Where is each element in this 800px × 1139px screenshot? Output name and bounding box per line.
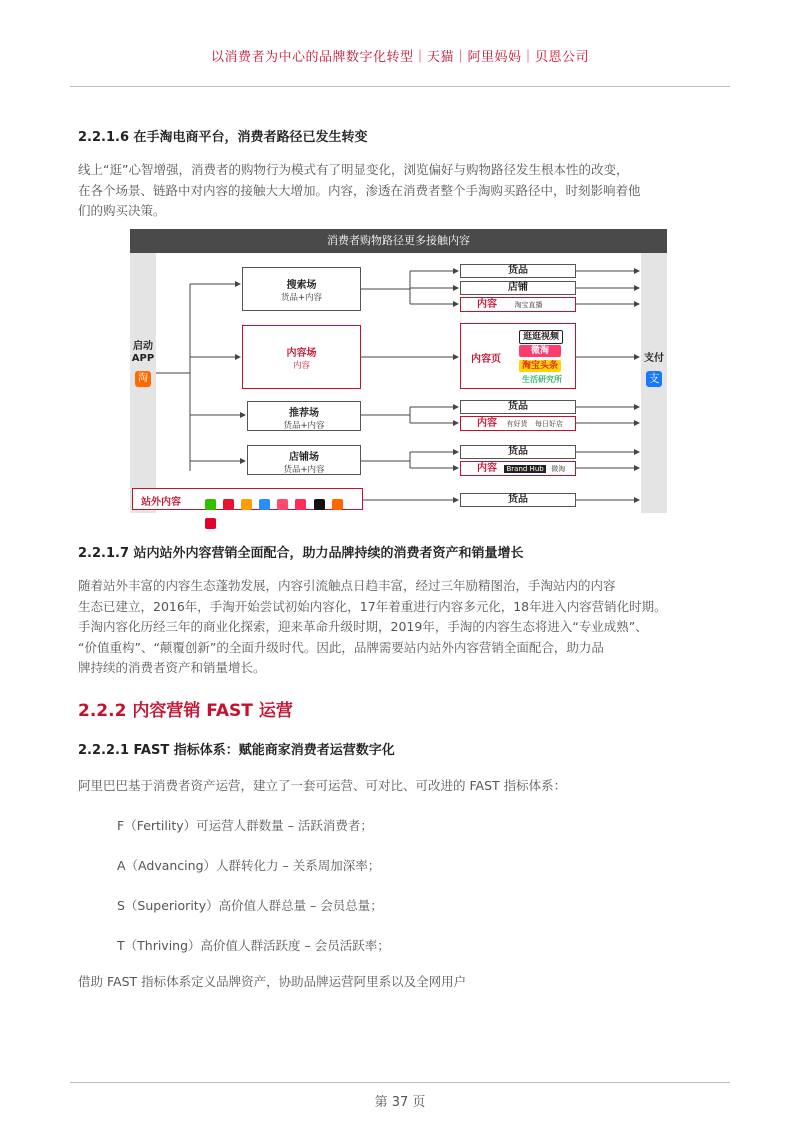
start-label: 启动 APP [131, 341, 155, 364]
page-number: 第 37 页 [374, 1095, 426, 1110]
search-content-box: 内容 淘宝直播 [460, 297, 576, 312]
store-scene-box: 店铺场 货品+内容 [247, 445, 361, 475]
offsite-content-box: 站外内容 [132, 488, 363, 510]
para-line: 牌持续的消费者资产和销量增长。 [78, 660, 266, 675]
fast-intro: 阿里巴巴基于消费者资产运营，建立了一套可运营、可对比、可改进的 FAST 指标体系： [78, 778, 567, 793]
weibo-icon [223, 499, 234, 510]
recommend-content-box: 内容 有好货 每日好店 [460, 416, 576, 431]
kuaishou-icon [332, 499, 343, 510]
para-line: 手淘内容化历经三年的商业化探索，迎来革命升级时期，2019年，手淘的内容生态将进入“专业成熟”、 [78, 619, 648, 634]
start-column [130, 253, 156, 513]
offsite-app-icons [205, 494, 362, 532]
taobao-live-label: 淘宝直播 [514, 301, 543, 309]
para-line: 线上“逛”心智增强，消费者的购物行为模式有了明显变化，浏览偏好与购物路径发生根本性的改变， [78, 162, 629, 177]
search-store-box: 店铺 [460, 281, 576, 295]
content-scene-box: 内容场 内容 [242, 325, 361, 389]
app-icon [259, 499, 270, 510]
toutiao-logo: 淘宝头条 [519, 360, 561, 372]
guangguang-logo: 逛逛视频 [519, 330, 563, 344]
youhaohuo-label: 有好货 [506, 420, 528, 428]
section-heading-2216: 2.2.1.6 在手淘电商平台，消费者路径已发生转变 [78, 130, 368, 145]
header-divider [70, 86, 730, 87]
diagram-title: 消费者购物路径更多接触内容 [130, 229, 667, 253]
para-line: “价值重构”、“颠覆创新”的全面升级时代。因此，品牌需要站内站外内容营销全面配合，助力品 [78, 639, 604, 655]
weitao-logo: 微淘 [519, 345, 561, 357]
section-paragraph-2216 [78, 160, 728, 222]
page-header: 以消费者为中心的品牌数字化转型｜天猫｜阿里妈妈｜贝恩公司 [210, 50, 589, 65]
para-line: 在各个场景、链路中对内容的接触大大增加。内容，渗透在消费者整个手淘购买路径中，时刻影响着他 [78, 182, 641, 198]
para-line: 生态已建立，2016年，手淘开始尝试初始内容化，17年着重进行内容多元化，18年进入内容营销化时期。 [78, 598, 667, 614]
store-content-box: 内容 Brand Hub 微淘 [460, 461, 576, 476]
content-page-box: 内容页 逛逛视频 微淘 淘宝头条 生活研究所 [460, 323, 576, 389]
fast-item-s: S（Superiority）高价值人群总量 – 会员总量； [117, 898, 383, 913]
para-line: 们的购买决策。 [78, 203, 166, 218]
pay-label: 支付 [644, 353, 664, 364]
section-paragraph-2217 [78, 576, 728, 679]
store-goods-box: 货品 [460, 445, 576, 459]
fast-item-f: F（Fertility）可运营人群数量 – 活跃消费者； [117, 818, 373, 833]
recommend-goods-box: 货品 [460, 400, 576, 414]
wechat-icon [205, 499, 216, 510]
life-research-logo: 生活研究所 [522, 375, 562, 384]
offsite-goods-box: 货品 [460, 493, 576, 507]
search-goods-box: 货品 [460, 264, 576, 278]
recommend-scene-box: 推荐场 货品+内容 [247, 401, 361, 431]
alipay-icon: 支 [646, 371, 662, 387]
section-heading-222: 2.2.2 内容营销 FAST 运营 [78, 701, 293, 721]
brandhub-label: Brand Hub [506, 465, 544, 473]
douyin-icon [314, 499, 325, 510]
fast-item-a: A（Advancing）人群转化力 – 关系周加深率； [117, 858, 381, 873]
para-line: 随着站外丰富的内容生态蓬勃发展，内容引流触点日趋丰富，经过三年励精图治，手淘站内的内容 [78, 578, 616, 593]
taobao-app-icon: 淘 [135, 371, 151, 387]
fast-item-t: T（Thriving）高价值人群活跃度 – 会员活跃率； [117, 938, 390, 953]
weitao-label: 微淘 [551, 465, 566, 473]
section-heading-2217: 2.2.1.7 站内站外内容营销全面配合，助力品牌持续的消费者资产和销量增长 [78, 546, 524, 561]
footer-divider [70, 1082, 730, 1083]
fast-closing: 借助 FAST 指标体系定义品牌资产，协助品牌运营阿里系以及全网用户 [78, 974, 467, 989]
app-icon [241, 499, 252, 510]
search-scene-box: 搜索场 货品+内容 [242, 267, 361, 311]
end-column [641, 253, 667, 513]
section-heading-2221: 2.2.2.1 FAST 指标体系：赋能商家消费者运营数字化 [78, 743, 395, 758]
meirihaodian-label: 每日好店 [534, 420, 563, 428]
app-icon [295, 499, 306, 510]
diagram-connectors [130, 229, 667, 513]
app-icon [205, 518, 216, 529]
shopping-path-diagram [130, 229, 667, 513]
app-icon [277, 499, 288, 510]
